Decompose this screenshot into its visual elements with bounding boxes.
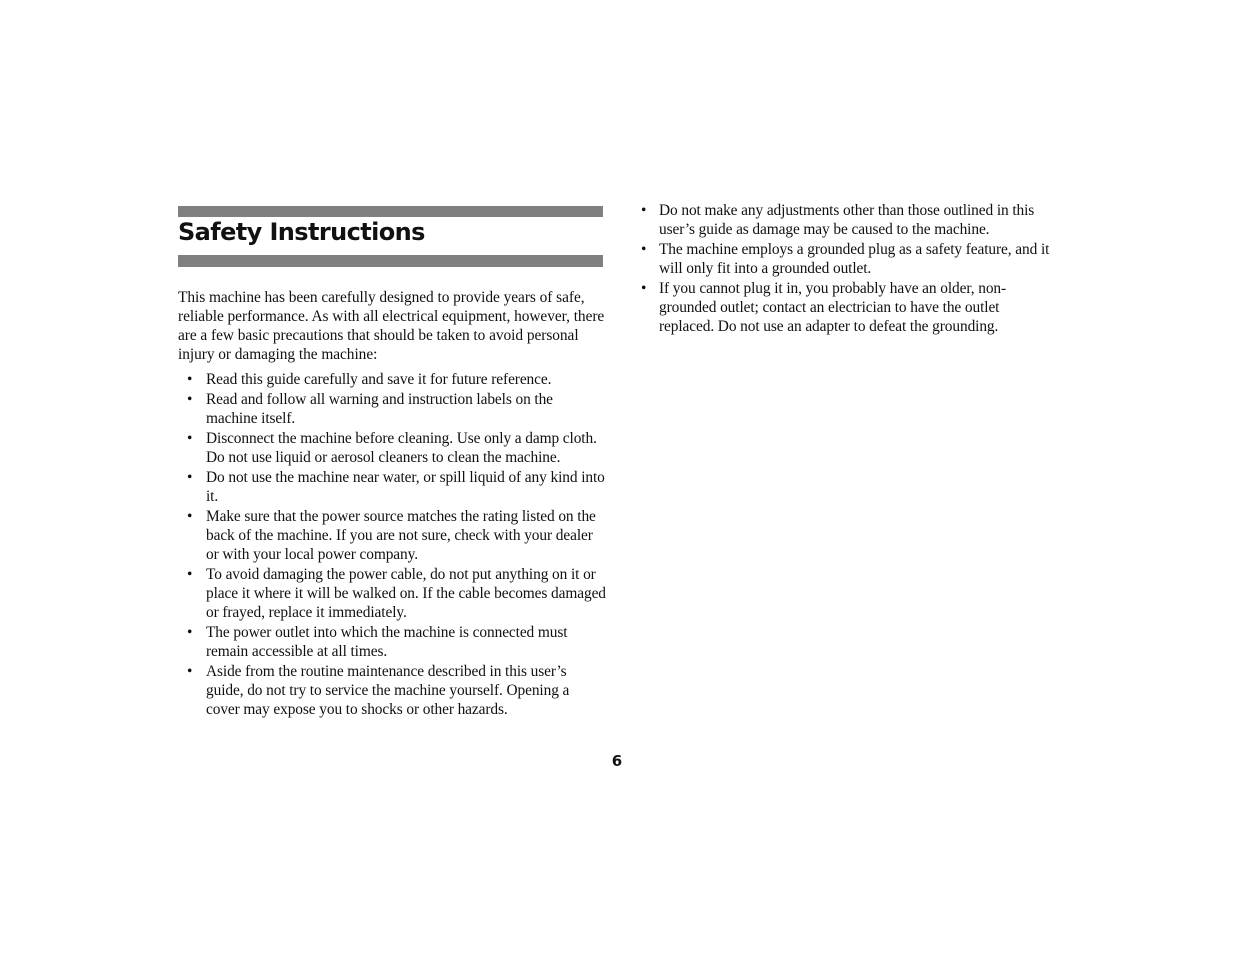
list-item (178, 662, 606, 719)
right-column (638, 201, 1050, 337)
list-item (178, 507, 606, 564)
bullet-icon: • (641, 241, 647, 258)
list-item (178, 429, 606, 467)
list-item-text: Do not make any adjustments other than those outlined in this user’s guide as damage may be caused to the machine. (659, 202, 1035, 238)
list-item (178, 468, 606, 506)
list-item-text: Aside from the routine maintenance described in this user’s guide, do not try to service the machine yourself. Opening a cover may expose you to shocks or other hazards. (206, 663, 570, 718)
list-item-text: If you cannot plug it in, you probably have an older, non-grounded outlet; contact an electrician to have the outlet replaced. Do not use an adapter to defeat the grounding. (659, 280, 1007, 335)
bullet-icon: • (187, 469, 193, 486)
bullet-icon: • (641, 280, 647, 297)
bullet-icon: • (187, 371, 193, 388)
list-item-text: Make sure that the power source matches the rating listed on the back of the machine. If you are not sure, check with your dealer or with your local power company. (206, 508, 596, 563)
list-item-text: The machine employs a grounded plug as a safety feature, and it will only fit into a grounded outlet. (659, 241, 1050, 277)
bullet-icon: • (641, 202, 647, 219)
list-item (178, 370, 606, 389)
page-number: 6 (611, 752, 623, 770)
list-item-text: Read and follow all warning and instruction labels on the machine itself. (206, 391, 553, 427)
list-item-text: Read this guide carefully and save it for future reference. (206, 371, 552, 388)
left-column (178, 288, 606, 720)
list-item (638, 279, 1050, 336)
list-item (178, 623, 606, 661)
list-item (638, 240, 1050, 278)
list-item (638, 201, 1050, 239)
intro-paragraph: This machine has been carefully designed to provide years of safe, reliable performance. As with all electrical equipment, however, there are a few basic precautions that should be taken to avoid personal injury or damaging the machine: (178, 289, 605, 363)
bullet-icon: • (187, 391, 193, 408)
right-bullet-list (638, 201, 1050, 336)
list-item (178, 565, 606, 622)
bullet-icon: • (187, 508, 193, 525)
list-item-text: The power outlet into which the machine is connected must remain accessible at all times. (206, 624, 568, 660)
bullet-icon: • (187, 624, 193, 641)
list-item-text: To avoid damaging the power cable, do not put anything on it or place it where it will be walked on. If the cable becomes damaged or frayed, replace it immediately. (206, 566, 606, 621)
list-item-text: Disconnect the machine before cleaning. Use only a damp cloth. Do not use liquid or aerosol cleaners to clean the machine. (206, 430, 597, 466)
list-item (178, 390, 606, 428)
bullet-icon: • (187, 663, 193, 680)
left-bullet-list (178, 370, 606, 719)
bullet-icon: • (187, 566, 193, 583)
heading-bottom-rule (178, 255, 603, 267)
list-item-text: Do not use the machine near water, or spill liquid of any kind into it. (206, 469, 605, 505)
page-title: Safety Instructions (178, 218, 425, 246)
bullet-icon: • (187, 430, 193, 447)
